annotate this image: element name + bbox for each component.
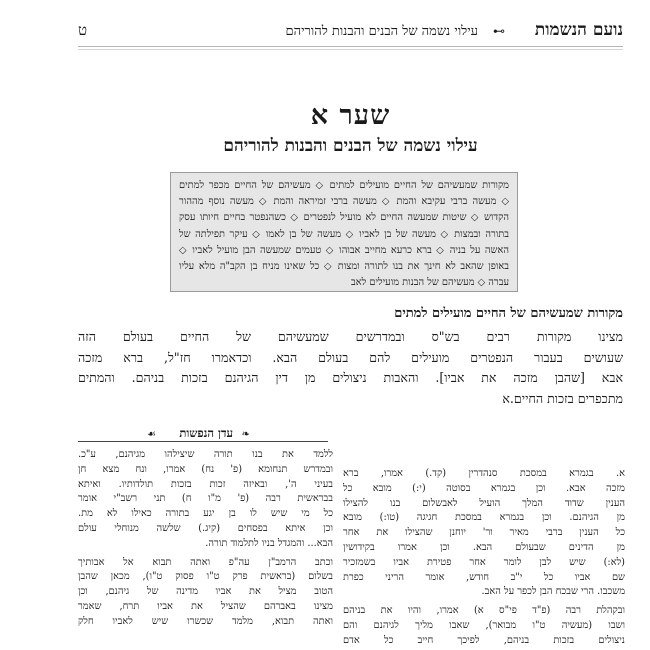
commentary-line: וכתב הרמב"ן עה"פ ואתה תבוא אל אבותיך	[78, 556, 333, 568]
commentary-line: בבראשית רבה (פ' מ"ו ח) תני רשב"י אומר	[78, 493, 333, 505]
commentary-title: עדן הנפשות	[179, 426, 233, 440]
footnote-line: ניצולים בזכות בניהם, לפיכך חייב כל אדם	[343, 634, 625, 646]
gate-subtitle: עילוי נשמה של הבנים והבנות להוריהם	[223, 136, 478, 156]
commentary-line: ואתה תבוא, מלמד שכשרו שיש לאביו חלק	[78, 615, 333, 627]
chapter-title: עילוי נשמה של הבנים והבנות להוריהם	[285, 24, 478, 39]
summary-line: עברה ◇ מעשיהם של הבנות מועילים לאב	[351, 277, 509, 289]
summary-line: מקורות שמעשיהם של החיים מועילים למתים ◇ מעשיהם של החיים מכפר למתים	[179, 180, 509, 191]
page-number: ט	[78, 21, 88, 39]
footnote-line: כל הענין ברבי מאיר ור' יוחנן שהצילו את אחר	[343, 527, 625, 539]
footnote-column-right	[343, 467, 625, 649]
commentary-line: כל מי שיש לו בן יגע בתורה כאילו לא מת.	[78, 508, 333, 520]
footnote-line: א. בגמרא במסכת סנהדרין (קד.) אמרו, ברא	[343, 468, 625, 479]
gate-title: שער א	[310, 100, 391, 131]
footnote-line: מזכה אבא. וכן בגמרא בסוטה (י:) מובא כל	[343, 482, 625, 494]
commentary-line: ללמד את בנו תורה שיצילהו מגיהנם, ע"כ.	[78, 449, 333, 460]
body-line: מתכפרים בזכות החיים.א	[502, 390, 623, 406]
commentary-line: וכן איתא בפסחים (קיג.) שלשה מנוחלי עולם	[78, 522, 333, 534]
ornament-icon: ❧	[241, 429, 250, 440]
header-ornament: ⊶	[493, 24, 505, 38]
commentary-rule	[78, 441, 328, 442]
footnote-line: ובקהלת רבה (פ"ד פי"ס א) אמרו, והיו את בניהם	[343, 605, 625, 617]
body-line: אבא [שהבן מזכה את אביו]. והאבות ניצולים מן דין הגיהנם בזכות בניהם. והמתים	[78, 370, 623, 385]
commentary-line: ובמדרש תנחומא (פ' נח) אמרו, ונח מצא חן	[78, 463, 333, 475]
commentary-line: בשלום (בראשית פרק ט"ו פסוק ט"ו), מכאן שהבן	[78, 571, 333, 583]
body-line: מצינו מקורות רבים בש"ס ובמדרשים שמעשיהם של החיים בעולם הזה	[78, 329, 623, 344]
ornament-icon: ☙	[147, 429, 156, 440]
footnote-line: ושבו (מעשיה ט"ו מבואר), שאבו מליך לגיהנם והם	[343, 619, 625, 631]
body-paragraph	[78, 327, 623, 409]
commentary-column-left	[78, 448, 333, 630]
topics-summary-box	[170, 172, 518, 292]
section-heading: מקורות שמעשיהם של החיים מועילים למתים	[394, 306, 623, 321]
footnote-line: שם אביו כל י"ב חודש, אומר הריני כפרת	[343, 571, 625, 583]
header-rule-secondary	[78, 49, 623, 50]
commentary-header	[78, 426, 328, 446]
body-line: שעושים בעבור הנפטרים מועילים להם בעולם הבא. וכדאמרו חז"ל, ברא מזכה	[78, 349, 623, 365]
commentary-line: הבא... והמגדל בניו לתלמוד תורה.	[205, 537, 333, 549]
book-title: נועם הנשמות	[534, 20, 623, 40]
footnote-line: מן הדינים שבעולם הבא. וכן אמרו בקידושין	[343, 541, 625, 553]
footnote-line: מן הגיהנם. וכן בגמרא במסכת חגיגה (טו:) מובא	[343, 512, 625, 524]
commentary-line: הטוב מציל את אביו מדינה של גיהנם, וכן	[78, 586, 333, 598]
footnote-line: משכבו. הרי שבכח הבן לכפר על האב.	[481, 586, 625, 598]
summary-line: ◇ מעשה ברבי עקיבא והמת ◇ מעשה ברבי זמיראה והמת ◇ מעשה נוסף מההור	[179, 196, 509, 208]
running-header	[78, 20, 623, 44]
commentary-line: מצינו באברהם שהציל את אביו תרח, שאמר	[78, 600, 333, 612]
footnote-line: (לא:) שיש לבן לומר אחר פטירת אביו בשמזכיר	[343, 556, 625, 568]
header-rule	[78, 46, 623, 47]
summary-line: הקדוש ◇ שיטות שמעשה החיים לא מועיל לנפטרים ◇ כשהנפטר בחיים חיותו עסק	[179, 212, 509, 224]
summary-line: האשה על בניה ◇ ברא כרעא מחייב אבוהו ◇ טעמים שמעשה הבן מועיל לאביו ◇	[179, 244, 509, 256]
commentary-line: בעיני ה', ובאיזה זכות בזכות תולדותיו. ואיתא	[78, 478, 333, 490]
summary-line: בתורה ובמצות ◇ מעשה של בן לאביו ◇ מעשה של בן לאמו ◇ עיקר תפילתה של	[179, 228, 509, 240]
footnote-line: הענין שדוד המלך הועיל לאבשלום בנו להצילו	[343, 497, 625, 509]
summary-line: באופן שהאב לא חינך את בנו לתורה ומצות ◇ כל שאינו מניח בן הקב"ה מלא עליו	[179, 260, 509, 272]
